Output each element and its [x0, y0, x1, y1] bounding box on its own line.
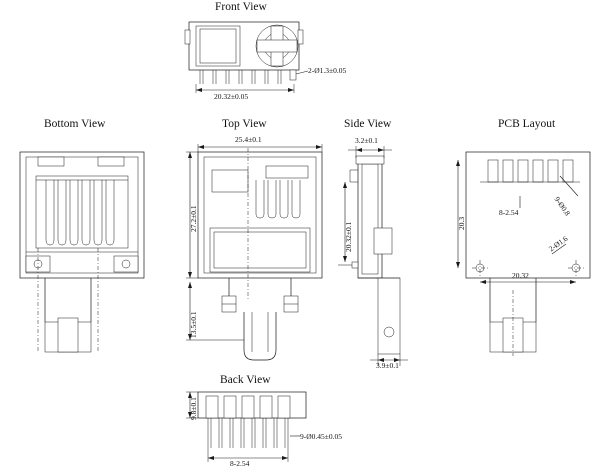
dim-side-height: 20.32±0.1	[344, 221, 353, 252]
top-view-title: Top View	[222, 118, 267, 130]
pcb-layout-title: PCB Layout	[498, 118, 556, 130]
top-view-geometry	[186, 144, 322, 360]
dim-front-width: 20.32±0.05	[214, 92, 249, 101]
dim-back-pitch: 8-2.54	[230, 459, 250, 468]
front-view-title: Front View	[215, 1, 267, 13]
side-view-geometry	[338, 146, 408, 366]
pcb-layout-geometry	[456, 152, 590, 356]
dim-pcb-width: 20.32	[512, 271, 529, 280]
back-view-geometry	[186, 392, 306, 462]
dim-back-height: 9.8±0.1	[189, 397, 198, 420]
dim-top-height: 27.2±0.1	[189, 205, 198, 232]
side-view-title: Side View	[344, 118, 392, 130]
dim-pcb-hole-large: 2-Ø1.6	[547, 233, 570, 254]
dim-pcb-pitch: 8-2.54	[499, 208, 519, 217]
dim-pcb-height: 20.3	[457, 216, 466, 230]
dim-back-holes: 9-Ø0.45±0.05	[300, 432, 343, 441]
dim-pcb-hole-small: 9-Ø0.8	[552, 195, 573, 218]
dim-side-width: 3.2±0.1	[355, 136, 378, 145]
dim-top-lower: 13.5±0.1	[189, 311, 198, 338]
dim-top-width: 25.4±0.1	[235, 135, 262, 144]
dim-side-bottom: 3.9±0.1	[376, 361, 399, 370]
back-view-title: Back View	[220, 374, 271, 386]
bottom-view-geometry	[20, 152, 144, 352]
front-view-geometry	[185, 22, 308, 93]
bottom-view-title: Bottom View	[44, 118, 106, 130]
dim-front-hole: 2-Ø1.3±0.05	[308, 66, 347, 75]
